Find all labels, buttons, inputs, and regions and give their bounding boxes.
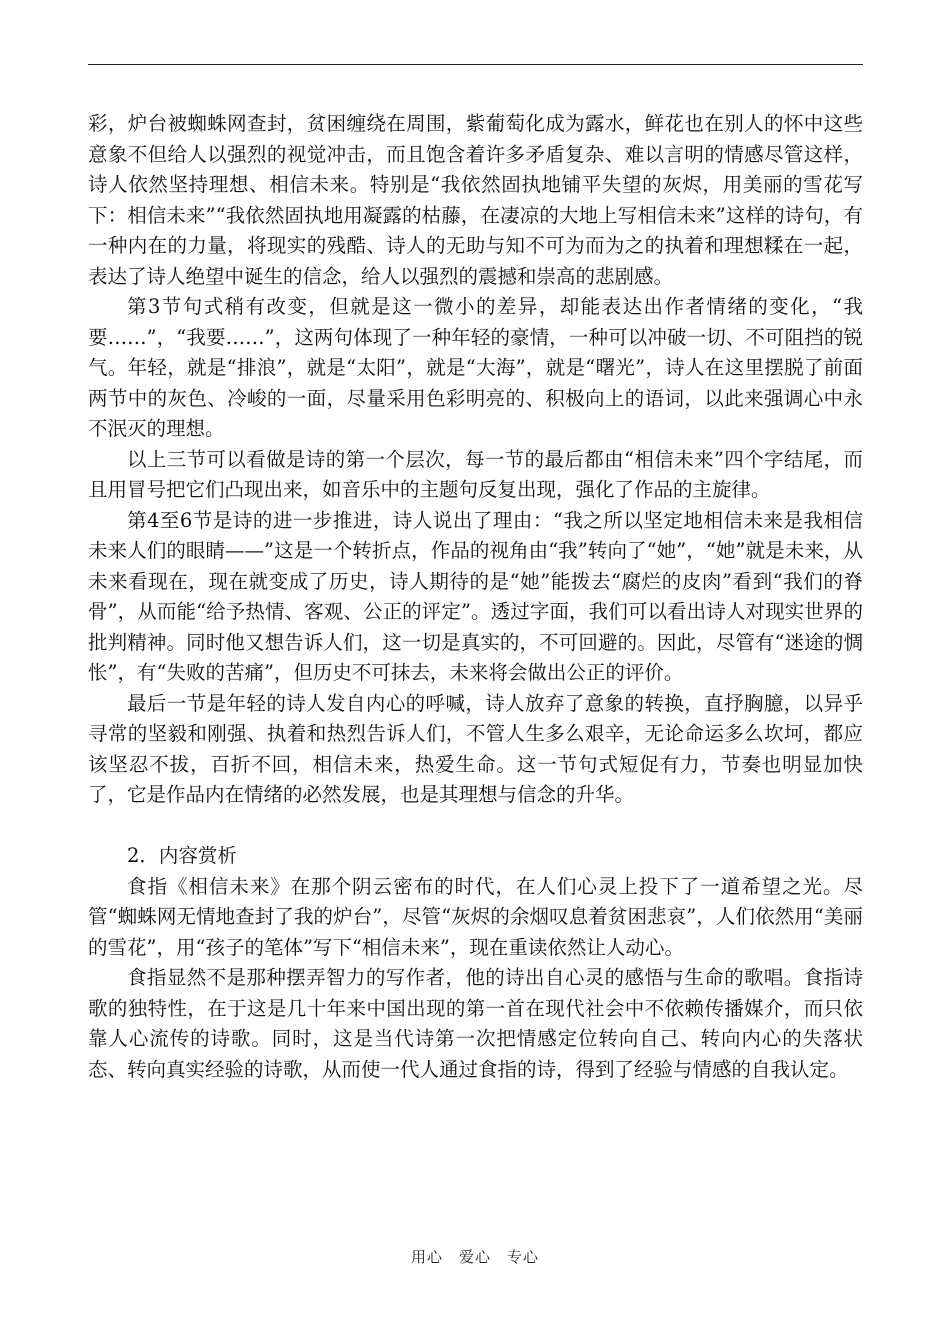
paragraph-1: 彩，炉台被蜘蛛网查封，贫困缠绕在周围，紫葡萄化成为露水，鲜花也在别人的怀中这些意象不但给人以强烈的视觉冲击，而且饱含着许多矛盾复杂、难以言明的情感尽管这样，诗人依然坚持理想、相信未来。特别是“我依然固执地铺平失望的灰烬，用美丽的雪花写下：相信未来”“我依然固执地用凝露的枯藤，在凄凉的大地上写相信未来”这样的诗句，有一种内在的力量，将现实的残酷、诗人的无助与知不可为而为之的执着和理想糅在一起，表达了诗人绝望中诞生的信念，给人以强烈的震撼和崇高的悲剧感。: [88, 112, 863, 288]
paragraph-7: 食指显然不是那种摆弄智力的写作者，他的诗出自心灵的感悟与生命的歌唱。食指诗歌的独特性，在于这是几十年来中国出现的第一首在现代社会中不依赖传播媒介，而只依靠人心流传的诗歌。同时，这是当代诗第一次把情感定位转向自己、转向内心的失落状态、转向真实经验的诗歌，从而使一代人通过食指的诗，得到了经验与情感的自我认定。: [88, 966, 863, 1081]
paragraph-5: 最后一节是年轻的诗人发自内心的呼喊，诗人放弃了意象的转换，直抒胸臆，以异乎寻常的坚毅和刚强、执着和热烈告诉人们，不管人生多么艰辛，无论命运多么坎坷，都应该坚忍不拔，百折不回，相信未来，热爱生命。这一节句式短促有力，节奏也明显加快了，它是作品内在情绪的必然发展，也是其理想与信念的升华。: [88, 691, 863, 806]
paragraph-2: 第3节句式稍有改变，但就是这一微小的差异，却能表达出作者情绪的变化，“我要……”，“我要……”，这两句体现了一种年轻的豪情，一种可以冲破一切、不可阻挡的锐气。年轻，就是“排浪”，就是“太阳”，就是“大海”，就是“曙光”，诗人在这里摆脱了前面两节中的灰色、冷峻的一面，尽量采用色彩明亮的、积极向上的语词，以此来强调心中永不泯灭的理想。: [88, 295, 863, 440]
blank-line: [88, 811, 863, 842]
page-footer: 用心 爱心 专心: [410, 1248, 539, 1266]
header-rule: [88, 64, 863, 65]
paragraph-3: 以上三节可以看做是诗的第一个层次，每一节的最后都由“相信未来”四个字结尾，而且用冒号把它们凸现出来，如音乐中的主题句反复出现，强化了作品的主旋律。: [88, 447, 863, 501]
paragraph-4: 第4至6节是诗的进一步推进，诗人说出了理由：“我之所以坚定地相信未来是我相信未来人们的眼睛——”这是一个转折点，作品的视角由“我”转向了“她”，“她”就是未来，从未来看现在，现在就变成了历史，诗人期待的是“她”能拨去“腐烂的皮肉”看到“我们的脊骨”，从而能“给予热情、客观、公正的评定”。透过字面，我们可以看出诗人对现实世界的批判精神。同时他又想告诉人们，这一切是真实的，不可回避的。因此，尽管有“迷途的惆怅”，有“失败的苦痛”，但历史不可抹去，未来将会做出公正的评价。: [88, 508, 863, 684]
section-heading: 2．内容赏析: [127, 844, 237, 867]
paragraph-6: 食指《相信未来》在那个阴云密布的时代，在人们心灵上投下了一道希望之光。尽管“蜘蛛网无情地查封了我的炉台”，尽管“灰烬的余烟叹息着贫困悲哀”，人们依然用“美丽的雪花”，用“孩子的笔体”写下“相信未来”，现在重读依然让人动心。: [88, 874, 863, 959]
document-body: [88, 109, 863, 1085]
